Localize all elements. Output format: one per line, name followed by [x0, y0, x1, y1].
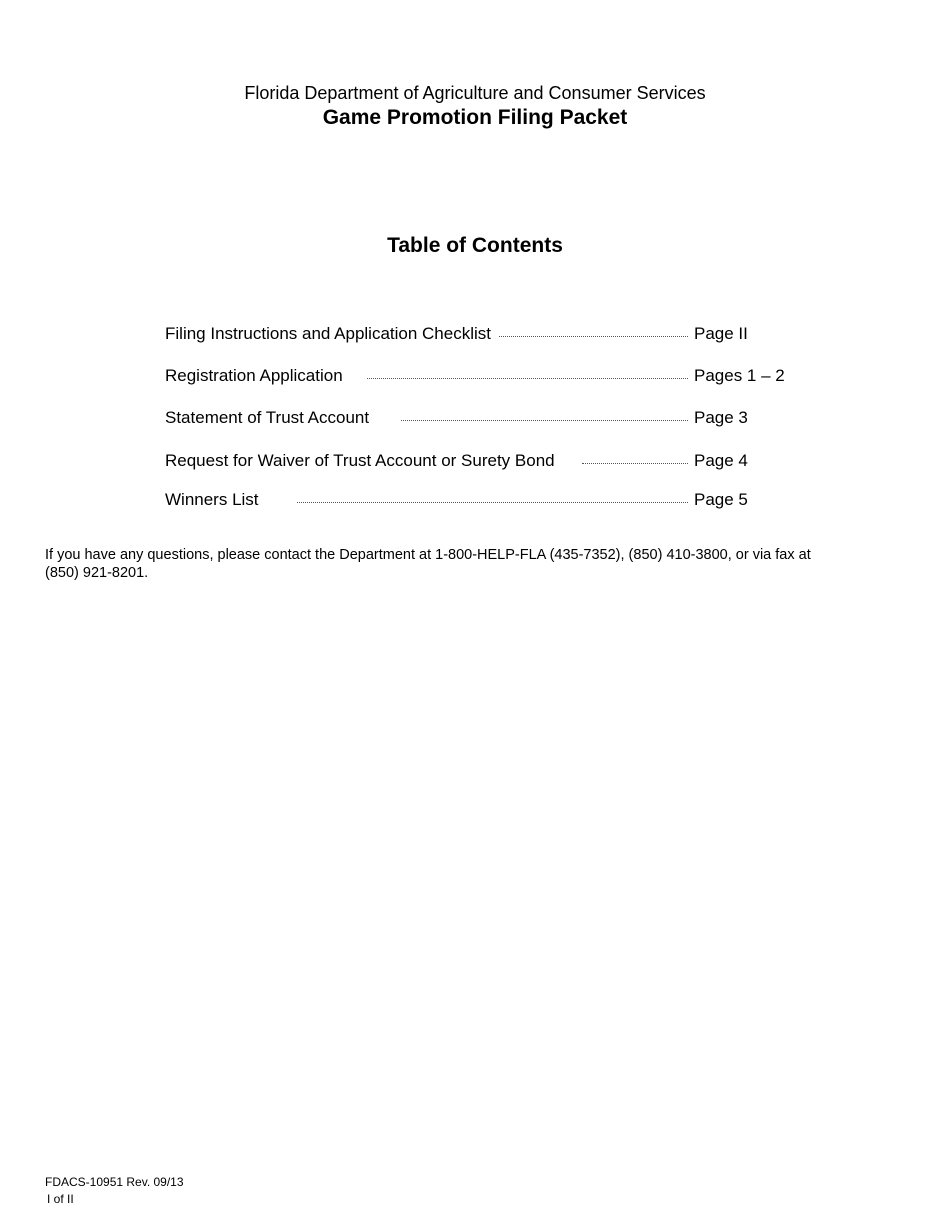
toc-item	[165, 366, 805, 390]
toc-item-label: Statement of Trust Account	[165, 408, 370, 427]
agency-name: Florida Department of Agriculture and Consumer Services	[244, 83, 706, 103]
toc-leader-dots	[297, 502, 688, 503]
contact-paragraph: If you have any questions, please contact the Department at 1-800-HELP-FLA (435-7352), (850) 410-3800, or via fax at (850) 921-8201.	[45, 547, 811, 581]
toc-leader-dots	[499, 336, 688, 337]
packet-title: Game Promotion Filing Packet	[322, 106, 628, 129]
toc-item-page: Page 3	[694, 408, 748, 427]
toc-item	[165, 324, 805, 348]
toc-item-page: Page 5	[694, 490, 748, 509]
form-number: FDACS-10951 Rev. 09/13	[45, 1175, 184, 1189]
toc-leader-dots	[401, 420, 688, 421]
toc-item-label: Registration Application	[165, 366, 343, 385]
toc-item-page: Pages 1 – 2	[694, 366, 785, 385]
toc-item	[165, 408, 805, 432]
toc-title: Table of Contents	[387, 234, 563, 257]
toc-item	[165, 451, 805, 475]
toc-item-page: Page II	[694, 324, 748, 343]
toc-item-label: Filing Instructions and Application Checklist	[165, 324, 491, 343]
toc-leader-dots	[582, 463, 688, 464]
toc-leader-dots	[367, 378, 688, 379]
toc-item-label: Request for Waiver of Trust Account or Surety Bond	[165, 451, 555, 470]
toc-item-page: Page 4	[694, 451, 748, 470]
toc-item-label: Winners List	[165, 490, 259, 509]
toc-item	[165, 490, 805, 514]
page-number: I of II	[47, 1192, 74, 1206]
